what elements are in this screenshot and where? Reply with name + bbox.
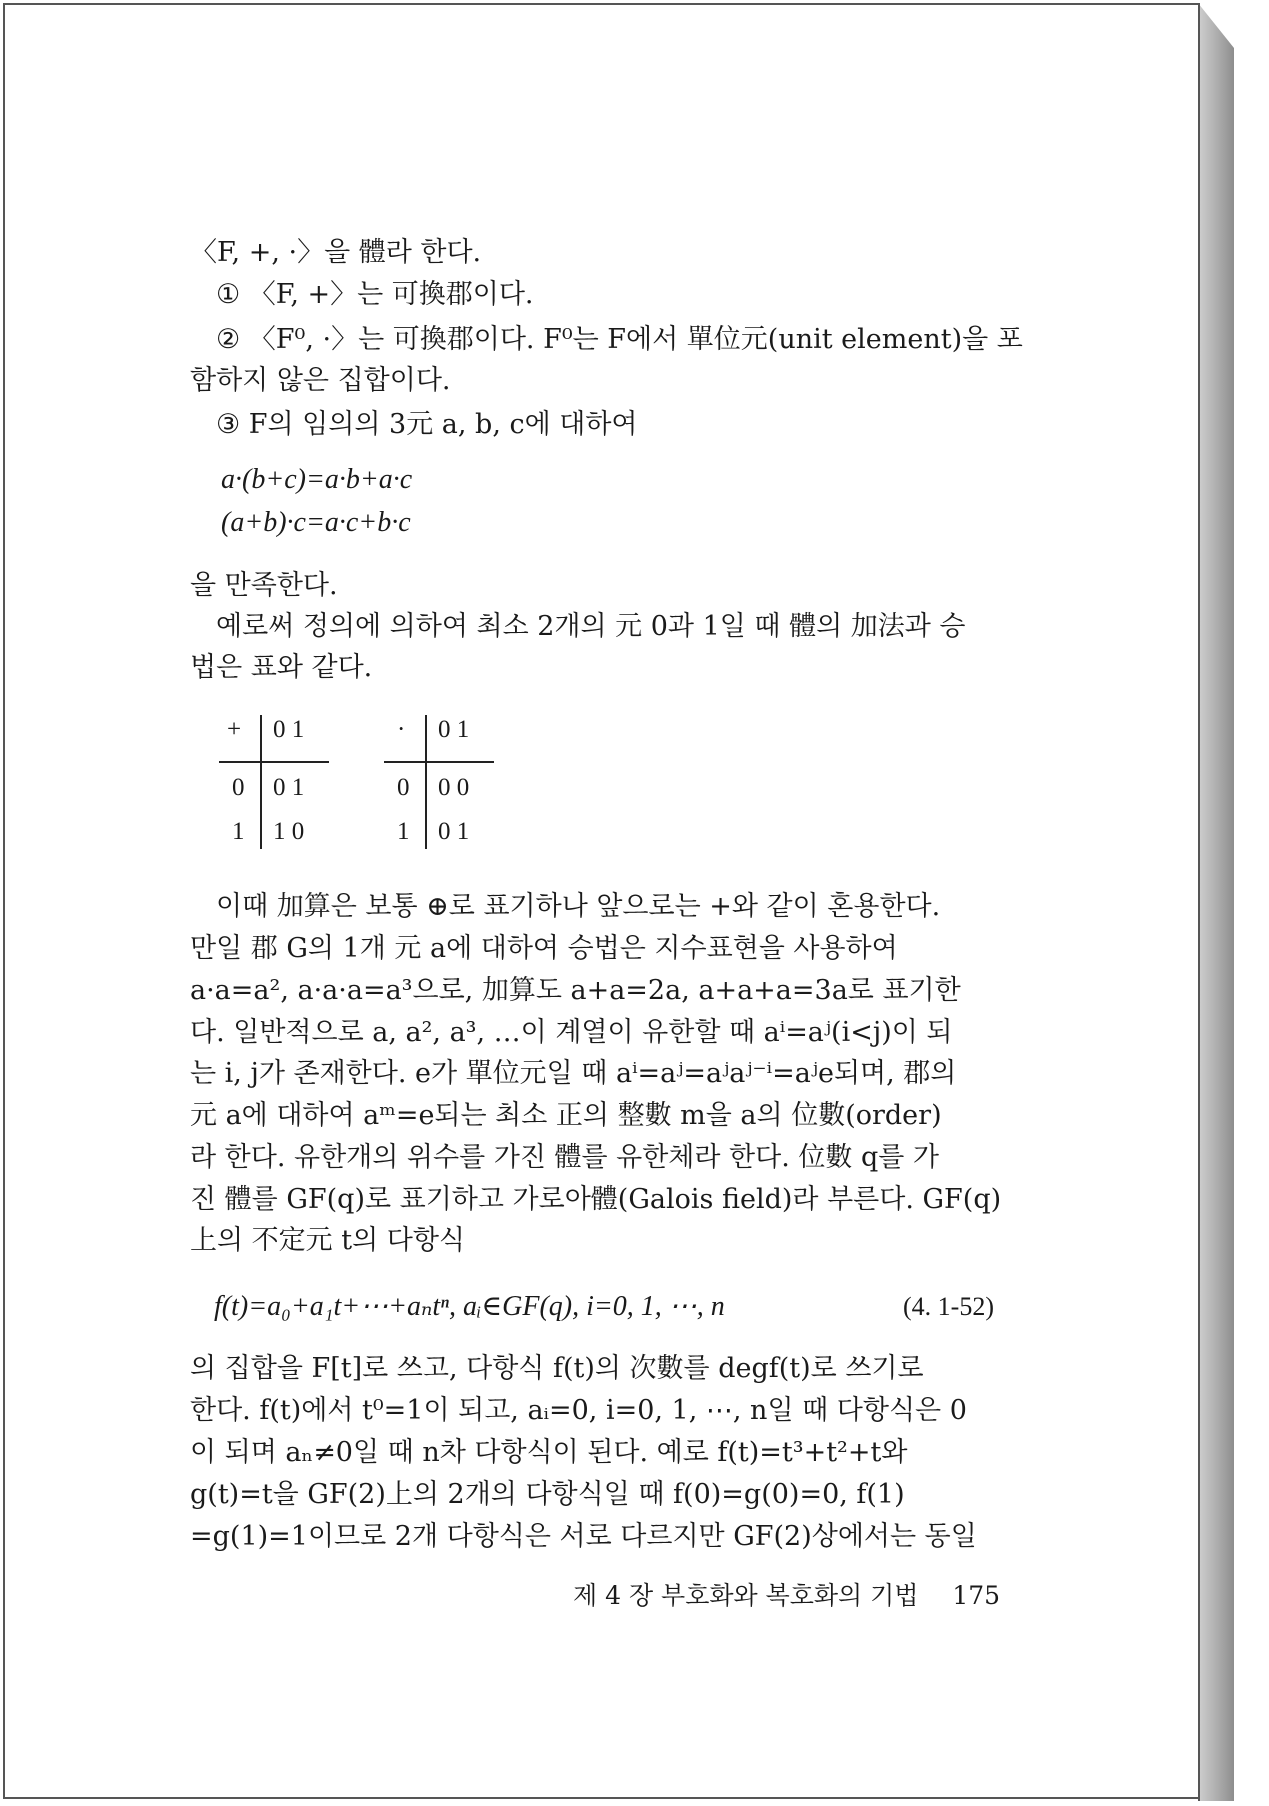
table-row-values: 1 0 [273,818,305,845]
text-line: 이 되며 aₙ≠0일 때 n차 다항식이 된다. 예로 f(t)=t³+t²+t와 [190,1437,908,1468]
table-row-values: 0 1 [273,774,305,801]
text-line: 元 a에 대하여 aᵐ=e되는 최소 正의 整數 m을 a의 位數(order) [190,1100,942,1131]
table-rule [384,761,494,763]
equation: (a+b)·c=a·c+b·c [221,507,411,538]
table-row-values: 0 0 [438,774,470,801]
page-footer [573,1578,1000,1614]
text-line: 上의 不定元 t의 다항식 [190,1225,466,1256]
page-stack-edge [1198,3,1234,1801]
text-line: 이때 加算은 보통 ⊕로 표기하나 앞으로는 +와 같이 혼용한다. [216,891,941,922]
text-line: 한다. f(t)에서 t⁰=1이 되고, aᵢ=0, i=0, 1, ⋯, n일 때 다항식은 0 [190,1395,967,1426]
table-divider [425,715,427,849]
text-line: g(t)=t을 GF(2)上의 2개의 다항식일 때 f(0)=g(0)=0, f(1) [190,1479,905,1510]
table-header: 0 1 [438,716,470,743]
table-operator: · [397,716,406,743]
table-row-label: 0 [397,774,410,801]
addition-table [215,715,335,850]
equation-number: (4. 1-52) [903,1292,994,1321]
table-row-label: 1 [232,818,245,845]
text-line: 의 집합을 F[t]로 쓰고, 다항식 f(t)의 次數를 degf(t)로 쓰기로 [190,1353,924,1384]
text-line: 라 한다. 유한개의 위수를 가진 體를 유한체라 한다. 位數 q를 가 [190,1142,939,1173]
table-rule [219,761,329,763]
page-number: 175 [952,1581,1001,1610]
text-line: 만일 郡 G의 1개 元 a에 대하여 승법은 지수표현을 사용하여 [190,933,898,964]
text-line: 함하지 않은 집합이다. [190,365,451,396]
chapter-title: 제 4 장 부호화와 복호화의 기법 [573,1581,919,1610]
text-line: 법은 표와 같다. [190,652,373,683]
text-line: 〈F, +, ·〉을 體라 한다. [190,237,482,268]
table-operator: + [227,716,242,743]
table-header: 0 1 [273,716,305,743]
table-divider [260,715,262,849]
text-line: 진 體를 GF(q)로 표기하고 가로아體(Galois field)라 부른다. GF(q) [190,1184,1002,1215]
table-row-label: 1 [397,818,410,845]
text-line: 을 만족한다. [190,570,338,601]
text-line: ③ F의 임의의 3元 a, b, c에 대하여 [216,409,638,440]
text-line: ① 〈F, +〉는 可換郡이다. [216,279,534,310]
text-line: 예로써 정의에 의하여 최소 2개의 元 0과 1일 때 體의 加法과 승 [216,611,966,642]
table-row-label: 0 [232,774,245,801]
text-line: a·a=a², a·a·a=a³으로, 加算도 a+a=2a, a+a+a=3a로 표기한 [190,975,961,1006]
equation: a·(b+c)=a·b+a·c [221,464,413,495]
page-border [1198,3,1200,1801]
table-row-values: 0 1 [438,818,470,845]
equation: f(t)=a₀+a₁t+⋯+aₙtⁿ, aᵢ∈GF(q), i=0, 1, ⋯, n [214,1291,725,1322]
text-line: ② 〈F⁰, ·〉는 可換郡이다. F⁰는 F에서 單位元(unit element)을 포 [216,324,1023,355]
multiplication-table [380,715,500,850]
text-line: 는 i, j가 존재한다. e가 單位元일 때 aⁱ=aʲ=aʲaʲ⁻ⁱ=aʲe되며, 郡의 [190,1058,957,1089]
text-line: 다. 일반적으로 a, a², a³, …이 계열이 유한할 때 aⁱ=aʲ(i<j)이 되 [190,1017,953,1048]
text-line: =g(1)=1이므로 2개 다항식은 서로 다르지만 GF(2)상에서는 동일 [190,1521,977,1552]
